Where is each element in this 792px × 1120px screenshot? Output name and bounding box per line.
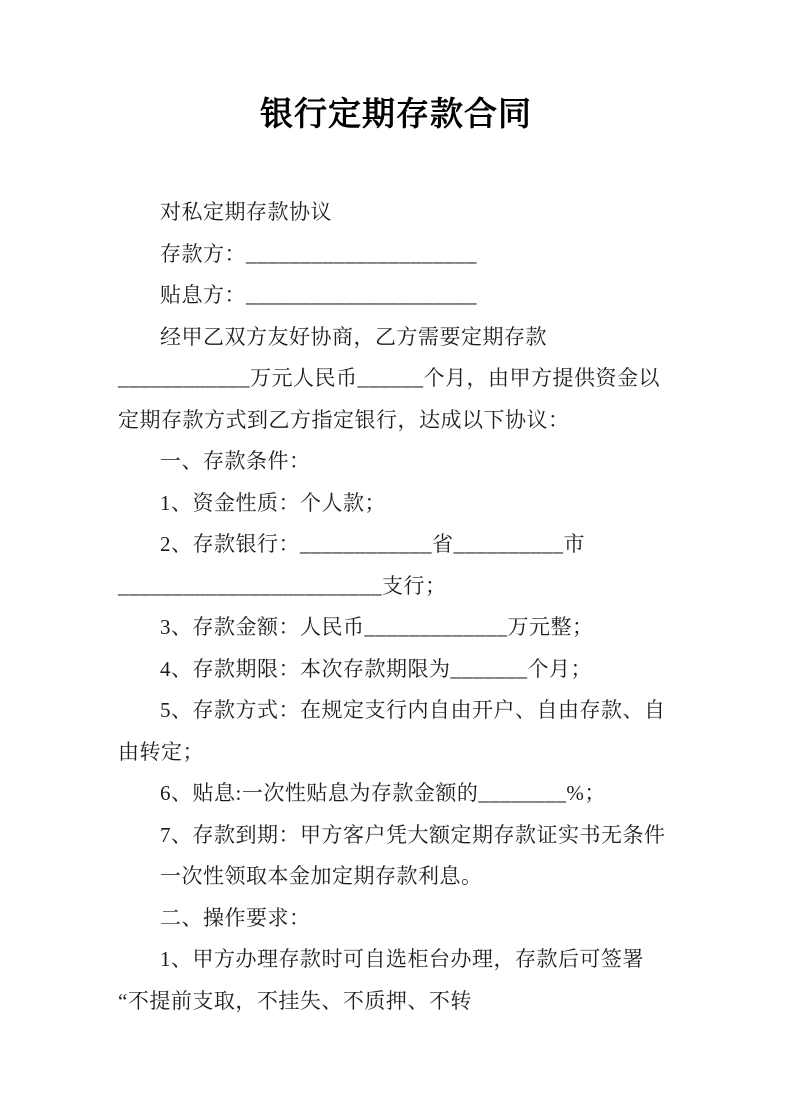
doc-line: 一次性领取本金加定期存款利息。 [160, 864, 483, 888]
doc-line: ________________________支行； [118, 573, 447, 598]
doc-line: 一、存款条件： [160, 449, 311, 473]
doc-line: 7、存款到期：甲方客户凭大额定期存款证实书无条件 [160, 822, 666, 847]
document-title: 银行定期存款合同 [260, 97, 532, 133]
doc-line: 经甲乙双方友好协商，乙方需要定期存款 [160, 324, 547, 349]
doc-line: 贴息方：_____________________ [160, 283, 477, 307]
doc-line: 5、存款方式：在规定支行内自由开户、自由存款、自 [160, 698, 666, 722]
doc-line: 1、资金性质：个人款； [160, 490, 386, 515]
doc-line: 存款方：_____________________ [160, 241, 477, 266]
doc-line: “不提前支取，不挂失、不质押、不转 [118, 988, 472, 1013]
doc-line: 二、操作要求： [160, 905, 311, 930]
doc-line: 4、存款期限：本次存款期限为_______个月； [160, 656, 592, 681]
doc-line: 2、存款银行：____________省__________市 [160, 532, 585, 556]
doc-line: 6、贴息:一次性贴息为存款金额的________%； [160, 781, 606, 805]
doc-line: 1、甲方办理存款时可自选柜台办理，存款后可签署 [160, 947, 644, 971]
doc-line: 定期存款方式到乙方指定银行，达成以下协议： [118, 407, 570, 432]
doc-line: ____________万元人民币______个月，由甲方提供资金以 [118, 366, 660, 390]
doc-line: 对私定期存款协议 [160, 200, 332, 224]
doc-line: 3、存款金额：人民币_____________万元整； [160, 615, 594, 639]
document-body [0, 192, 792, 1022]
doc-line: 由转定； [118, 739, 204, 764]
